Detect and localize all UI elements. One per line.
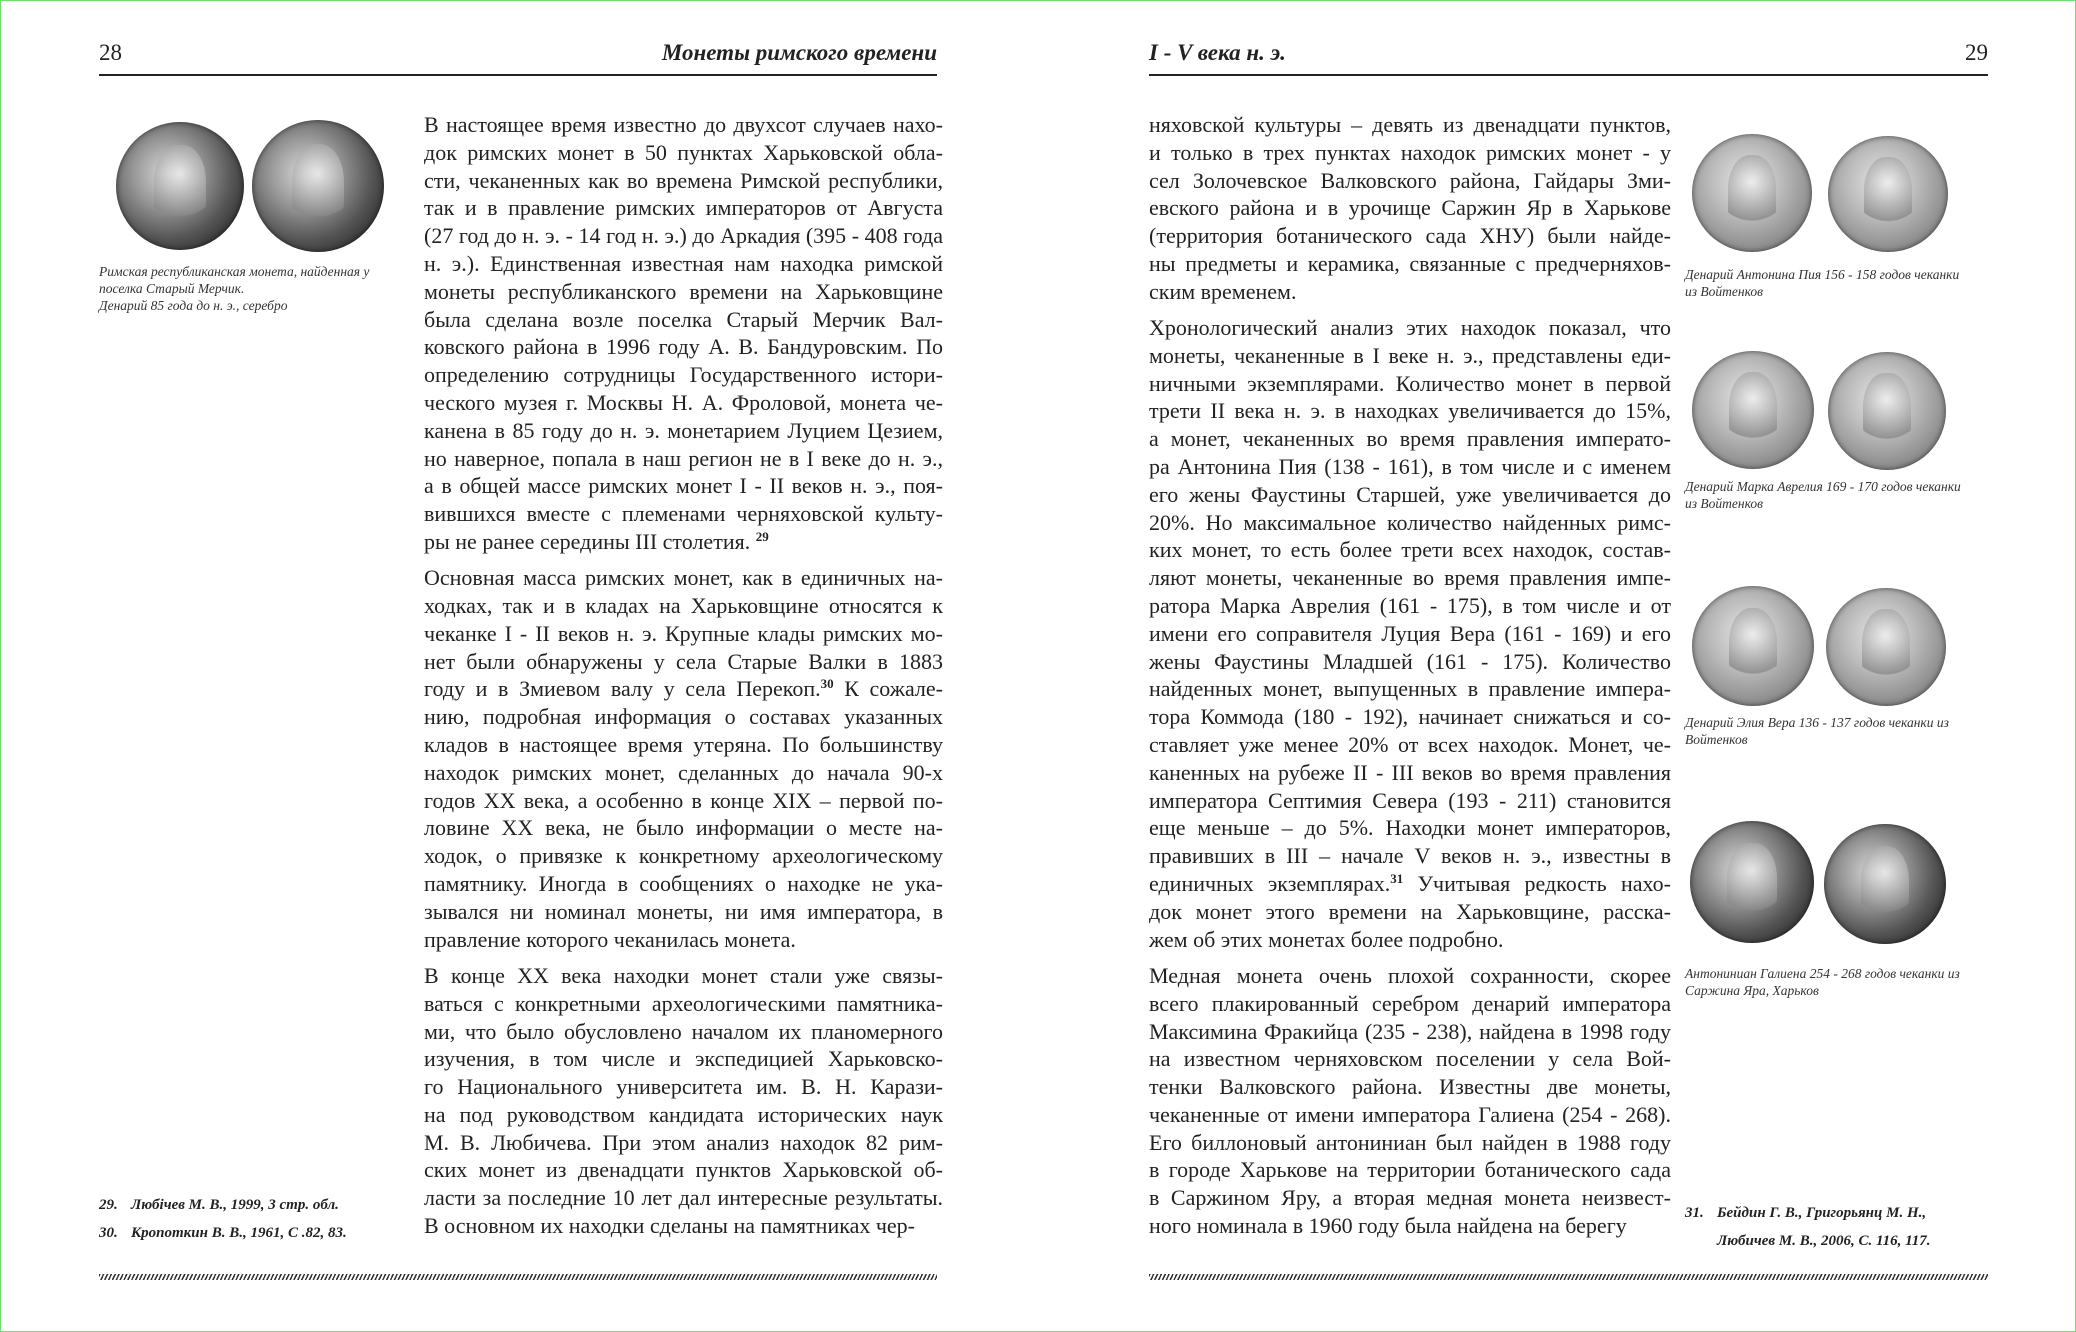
text-line: ваться с конкретными археологическими памятника-: [424, 990, 943, 1016]
text-line: и только в трех пунктах находок римских монет - у: [1149, 139, 1671, 165]
caption-line: из Войтенков: [1685, 284, 1763, 299]
text-line: канена в 85 году до н. э. монетарием Луцием Цезием,: [424, 417, 943, 443]
text-line: ры не ранее середины III столетия. $^{29}$: [424, 528, 769, 554]
coin-image: [1824, 824, 1946, 944]
text-line: единичных экземплярах.$^{31}$ Учитывая редкость нахо-: [1149, 871, 1671, 897]
text-line: так и в правление римских императоров от Августа: [424, 195, 943, 221]
text-line: М. В. Любичева. При этом анализ находок 82 рим-: [424, 1129, 943, 1155]
text-line: ловине XX века, не было информации о месте на-: [424, 815, 943, 841]
right-caption-2: [1685, 478, 1961, 512]
text-line: (территория ботанического сада ХНУ) были найде-: [1149, 223, 1671, 249]
text-line: монеты, чеканенные в I веке н. э., представлены еди-: [1149, 342, 1671, 368]
text-line: в городе Харькове на территории ботанического сада: [1149, 1157, 1671, 1183]
paragraph: [1149, 111, 1671, 306]
left-header-rule: [99, 74, 937, 76]
text-line: ра Антонина Пия (138 - 161), в том числе и с именем: [1149, 454, 1671, 480]
caption-line: Денарий Элия Вера 136 - 137 годов чеканки из: [1685, 715, 1949, 730]
footnote-31-cont: Любичев М. В., 2006, С. 116, 117.: [1717, 1233, 1931, 1249]
paragraph: [1149, 314, 1671, 953]
text-line: а монет, чеканенных во время правления императо-: [1149, 426, 1671, 452]
right-body-text: [1149, 111, 1671, 1248]
coin-image: [1692, 134, 1812, 252]
text-line: нет были обнаружены у села Старые Валки в 1883: [424, 648, 943, 674]
text-line: еще меньше – до 5%. Находки монет императоров,: [1149, 815, 1671, 841]
text-line: ским временем.: [1149, 278, 1297, 304]
text-line: ских монет из двенадцати пунктов Харьковской об-: [424, 1157, 943, 1183]
text-line: была сделана возле поселка Старый Мерчик Вал-: [424, 306, 943, 332]
text-line: н. э.). Единственная известная нам находка римской: [424, 250, 943, 276]
left-footnotes: [99, 1191, 347, 1247]
text-line: на известном черняховском поселении у села Вой-: [1149, 1046, 1671, 1072]
text-line: Медная монета очень плохой сохранности, скорее: [1149, 962, 1671, 988]
coin-image: [1828, 136, 1948, 252]
text-line: нию, подробная информация о составах указанных: [424, 704, 943, 730]
text-line: евского района и в урочище Саржин Яр в Харькове: [1149, 195, 1671, 221]
text-line: ческого музея г. Москвы Н. А. Фроловой, монета че-: [424, 389, 943, 415]
text-line: ляют монеты, чеканенные во время правления импе-: [1149, 565, 1671, 591]
text-line: монеты республиканского времени на Харьковщине: [424, 278, 943, 304]
text-line: найденных монет, выпущенных в правление импера-: [1149, 676, 1671, 702]
text-line: док римских монет в 50 пунктах Харьковской обла-: [424, 139, 943, 165]
right-running-title: I - V века н. э.: [1149, 40, 1286, 65]
text-line: памятнику. Иногда в сообщениях о находке не ука-: [424, 871, 943, 897]
text-line: находок римских монет, сделанных до начала 90-х: [424, 759, 943, 785]
left-footer-rule: [99, 1274, 937, 1280]
text-line: ного номинала в 1960 году была найдена на берегу: [1149, 1213, 1627, 1239]
right-caption-3: [1685, 714, 1949, 748]
text-line: а в общей массе римских монет I - II веков н. э., поя-: [424, 473, 943, 499]
caption-line: Денарий 85 года до н. э., серебро: [99, 298, 288, 313]
text-line: правление которого чеканилась монета.: [424, 926, 796, 952]
text-line: годов XX века, а особенно в конце XIX – первой по-: [424, 787, 943, 813]
text-line: тенки Валковского района. Известны две монеты,: [1149, 1074, 1671, 1100]
text-line: сел Золочевское Валковского района, Гайдары Зми-: [1149, 167, 1671, 193]
text-line: го Национального университета им. В. Н. Карази-: [424, 1074, 943, 1100]
left-caption: [99, 263, 369, 314]
text-line: изучения, в том числе и экспедицией Харьковско-: [424, 1046, 943, 1072]
footnote-ref: 31: [1390, 871, 1404, 887]
coin-image: [1692, 586, 1814, 706]
text-line: Хронологический анализ этих находок показал, что: [1149, 315, 1671, 341]
text-line: Основная масса римских монет, как в единичных на-: [424, 565, 943, 591]
text-line: ковского района в 1996 году А. В. Бандуровским. По: [424, 334, 943, 360]
text-line: правивших в III – начале V веков н. э., известны в: [1149, 843, 1671, 869]
right-page-number: 29: [1965, 40, 1988, 65]
text-line: в Саржином Яру, а вторая медная монета неизвест-: [1149, 1185, 1671, 1211]
left-running-title: Монеты римского времени: [661, 40, 937, 65]
text-line: В основном их находки сделаны на памятниках чер-: [424, 1213, 915, 1239]
coin-image: [1826, 588, 1946, 706]
text-line: няховской культуры – девять из двенадцати пунктов,: [1149, 112, 1671, 137]
text-line: ратора Марка Аврелия (161 - 175), в том числе и от: [1149, 593, 1671, 619]
caption-line: Войтенков: [1685, 732, 1748, 747]
text-line: определению сотрудницы Государственного истори-: [424, 362, 943, 388]
text-line: всего плакированный серебром денарий императора: [1149, 990, 1671, 1016]
right-header-rule: [1149, 74, 1988, 76]
coin-image: [116, 122, 244, 250]
text-line: кладов в настоящее время утеряна. По большинству: [424, 732, 943, 758]
coin-image: [1692, 351, 1814, 469]
text-line: ходок, о привязке к конкретному археологическому: [424, 843, 943, 869]
left-body-text: [424, 111, 943, 1248]
text-line: чеканке I - II веков н. э. Крупные клады римских мо-: [424, 620, 943, 646]
paragraph: [424, 564, 943, 953]
coin-image: [1828, 352, 1946, 470]
right-footer-rule: [1149, 1274, 1988, 1280]
footnote-31: 31. Бейдин Г. В., Григорьянц М. Н.,: [1685, 1205, 1927, 1221]
text-line: вившихся вместе с племенами черняховской культу-: [424, 501, 943, 527]
text-line: ми, что было обусловлено началом их планомерного: [424, 1018, 943, 1044]
paragraph: [1149, 962, 1671, 1240]
text-line: каненных на рубеже II - III веков во время правления: [1149, 759, 1671, 785]
text-line: его жены Фаустины Старшей, уже увеличивается до: [1149, 481, 1671, 507]
coin-image: [1690, 821, 1814, 943]
text-line: В конце XX века находки монет стали уже связы-: [424, 962, 943, 988]
text-line: 20%. Но максимальное количество найденных римс-: [1149, 509, 1671, 535]
text-line: жем об этих монетах более подробно.: [1149, 926, 1504, 952]
left-page-number: 28: [99, 40, 122, 65]
footnote-ref: 30: [820, 676, 834, 692]
caption-line: Римская республиканская монета, найденная у: [99, 264, 370, 279]
text-line: зывался ни номинал монеты, ни имя императора, в: [424, 898, 943, 924]
text-line: (27 год до н. э. - 14 год н. э.) до Аркадия (395 - 408 года: [424, 223, 943, 249]
text-line: тора Коммода (180 - 192), начинает снижаться и со-: [1149, 704, 1671, 730]
text-line: док монет этого времени на Харьковщине, расска-: [1149, 898, 1671, 924]
text-line: Максимина Фракийца (235 - 238), найдена в 1998 году: [1149, 1018, 1671, 1044]
text-line: Его биллоновый антониниан был найден в 1988 году: [1149, 1129, 1671, 1155]
text-line: на под руководством кандидата исторических наук: [424, 1101, 943, 1127]
text-line: ходках, так и в кладах на Харьковщине относятся к: [424, 593, 943, 619]
text-line: ставляет уже менее 20% от всех находок. Монет, че-: [1149, 732, 1671, 758]
text-line: жены Фаустины Младшей (161 - 175). Количество: [1149, 648, 1671, 674]
text-line: ничными экземплярами. Количество монет в первой: [1149, 370, 1671, 396]
footnote-ref: 29: [755, 528, 769, 544]
paragraph: [424, 111, 943, 556]
text-line: сти, чеканенных как во времена Римской республики,: [424, 167, 943, 193]
footnote-29: 29. Любічев М. В., 1999, 3 стр. обл.: [99, 1197, 339, 1213]
text-line: трети II века н. э. в находках увеличивается до 15%,: [1149, 398, 1671, 424]
coin-image: [252, 120, 384, 252]
caption-line: Денарий Антонина Пия 156 - 158 годов чеканки: [1685, 267, 1960, 282]
text-line: имени его соправителя Луция Вера (161 - 169) и его: [1149, 620, 1671, 646]
text-line: ны предметы и керамика, связанные с предчерняхов-: [1149, 250, 1671, 276]
paragraph: [424, 962, 943, 1240]
caption-line: Саржина Яра, Харьков: [1685, 983, 1819, 998]
text-line: ласти за последние 10 лет дал интересные результаты.: [424, 1185, 943, 1211]
footnote-30: 30. Кропоткин В. В., 1961, С .82, 83.: [99, 1225, 347, 1241]
caption-line: Антониниан Галиена 254 - 268 годов чеканки из: [1685, 966, 1960, 981]
right-caption-1: [1685, 266, 1959, 300]
caption-line: поселка Старый Мерчик.: [99, 281, 245, 296]
text-line: но наверное, попала в наш регион не в I веке до н. э.,: [424, 445, 943, 471]
caption-line: из Войтенков: [1685, 496, 1763, 511]
text-line: ких монет, то есть более трети всех находок, состав-: [1149, 537, 1671, 563]
text-line: чеканенные от имени императора Галиена (254 - 268).: [1149, 1101, 1671, 1127]
text-line: В настоящее время известно до двухсот случаев нахо-: [424, 112, 943, 137]
right-caption-4: [1685, 965, 1960, 999]
caption-line: Денарий Марка Аврелия 169 - 170 годов чеканки: [1685, 479, 1961, 494]
text-line: императора Септимия Севера (193 - 211) становится: [1149, 787, 1671, 813]
right-footnotes: [1685, 1199, 1931, 1255]
text-line: году и в Змиевом валу у села Перекоп.$^{30}$ К сожале-: [424, 676, 943, 702]
